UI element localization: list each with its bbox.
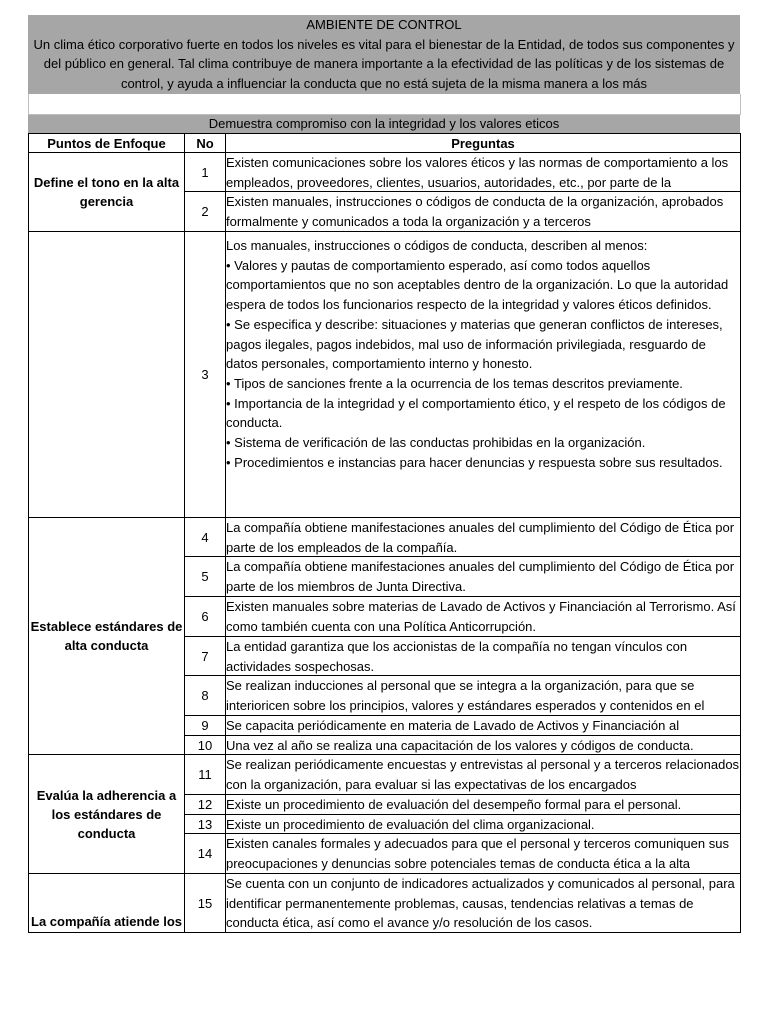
table-row [29, 755, 741, 795]
col-header-focus: Puntos de Enfoque [29, 134, 185, 153]
row-number: 8 [185, 676, 226, 716]
row-number: 7 [185, 637, 226, 676]
table-row [29, 874, 741, 933]
principle-title: Demuestra compromiso con la integridad y los valores eticos [28, 115, 740, 133]
question-6: Existen manuales sobre materias de Lavado de Activos y Financiación al Terrorismo. Así como también cuenta con una Política Anticorrupción. [226, 599, 736, 634]
question-7: La entidad garantiza que los accionistas de la compañía no tengan vínculos con actividades sospechosas. [226, 639, 688, 674]
question-9: Se capacita periódicamente en materia de Lavado de Activos y Financiación al [226, 718, 680, 733]
question-10: Una vez al año se realiza una capacitación de los valores y códigos de conducta. [226, 738, 694, 753]
row-number: 11 [185, 755, 226, 795]
table-row [29, 518, 741, 557]
section-title: AMBIENTE DE CONTROL [306, 17, 462, 32]
focus-point-5: La compañía atiende los [29, 874, 185, 933]
section-intro: Un clima ético corporativo fuerte en todos los niveles es vital para el bienestar de la Entidad, de todos sus componentes y del público en general. Tal clima contribuye de manera importante a la efectividad de las políticas y de los sistemas de control, y ayuda a influenciar la conducta que no está sujeta de la misma manera a los más [33, 36, 735, 91]
table-row [29, 153, 741, 192]
row-number: 13 [185, 815, 226, 834]
question-text [226, 736, 741, 755]
question-text [226, 637, 741, 676]
question-text [226, 232, 741, 518]
row-number: 6 [185, 597, 226, 637]
question-text [226, 815, 741, 834]
question-text [226, 716, 741, 736]
question-12: Existe un procedimiento de evaluación del desempeño formal para el personal. [226, 797, 682, 812]
question-text [226, 874, 741, 933]
row-number: 5 [185, 557, 226, 597]
list-item: • Se especifica y describe: situaciones y materias que generan conflictos de intereses, pagos ilegales, pagos indebidos, mal uso de información privilegiada, resguardo de datos personales, comportamiento interno y honesto. [226, 315, 740, 374]
list-item: • Sistema de verificación de las conductas prohibidas en la organización. [226, 433, 740, 453]
question-text [226, 597, 741, 637]
row-number: 9 [185, 716, 226, 736]
table-header-row [29, 134, 741, 153]
question-2: Existen manuales, instrucciones o códigos de conducta de la organización, aprobados formalmente y comunicados a toda la organización y a terceros [226, 194, 724, 229]
section-header [28, 15, 740, 94]
focus-point-2 [29, 232, 185, 518]
question-4: La compañía obtiene manifestaciones anuales del cumplimiento del Código de Ética por parte de los empleados de la compañía. [226, 520, 735, 555]
col-header-no: No [185, 134, 226, 153]
question-text [226, 518, 741, 557]
question-text [226, 557, 741, 597]
question-1: Existen comunicaciones sobre los valores éticos y las normas de comportamiento a los empleados, proveedores, clientes, usuarios, autoridades, etc., por parte de la [226, 155, 729, 190]
question-text [226, 153, 741, 192]
question-3-intro: Los manuales, instrucciones o códigos de conducta, describen al menos: [226, 238, 648, 253]
list-item: • Valores y pautas de comportamiento esperado, así como todos aquellos comportamientos que no son aceptables dentro de la organización. Lo que la autoridad espera de todos los funcionarios respecto de la integridad y valores éticos definidos. [226, 256, 740, 315]
row-number: 10 [185, 736, 226, 755]
list-item: • Tipos de sanciones frente a la ocurrencia de los temas descritos previamente. [226, 374, 740, 394]
question-13: Existe un procedimiento de evaluación del clima organizacional. [226, 817, 595, 832]
focus-point-4: Evalúa la adherencia a los estándares de conducta [29, 755, 185, 874]
row-number: 1 [185, 153, 226, 192]
question-text [226, 192, 741, 232]
row-number: 4 [185, 518, 226, 557]
question-text [226, 755, 741, 795]
col-header-questions: Preguntas [226, 134, 741, 153]
question-15: Se cuenta con un conjunto de indicadores actualizados y comunicados al personal, para identificar permanentemente problemas, causas, tendencias relativas a temas de conducta ética, así como el avance y/o resolución de los casos. [226, 876, 735, 931]
focus-point-1: Define el tono en la alta gerencia [29, 153, 185, 232]
question-text [226, 834, 741, 874]
question-11: Se realizan periódicamente encuestas y entrevistas al personal y a terceros relacionados con la organización, para evaluar si las expectativas de los encargados [226, 757, 740, 792]
question-5: La compañía obtiene manifestaciones anuales del cumplimiento del Código de Ética por parte de los miembros de Junta Directiva. [226, 559, 735, 594]
table-row [29, 232, 741, 518]
list-item: • Importancia de la integridad y el comportamiento ético, y el respeto de los códigos de conducta. [226, 394, 740, 433]
row-number: 3 [185, 232, 226, 518]
row-number: 14 [185, 834, 226, 874]
question-text [226, 795, 741, 815]
question-text [226, 676, 741, 716]
question-8: Se realizan inducciones al personal que se integra a la organización, para que se interioricen sobre los principios, valores y estándares esperados y contenidos en el [226, 678, 705, 713]
row-number: 12 [185, 795, 226, 815]
question-14: Existen canales formales y adecuados para que el personal y terceros comuniquen sus preocupaciones y denuncias sobre potenciales temas de conducta ética a la alta [226, 836, 729, 871]
focus-point-3: Establece estándares de alta conducta [29, 518, 185, 755]
list-item: • Procedimientos e instancias para hacer denuncias y respuesta sobre sus resultados. [226, 453, 740, 473]
question-3-list [226, 256, 740, 473]
blank-row [28, 94, 741, 115]
row-number: 15 [185, 874, 226, 933]
row-number: 2 [185, 192, 226, 232]
questions-table [28, 133, 741, 933]
